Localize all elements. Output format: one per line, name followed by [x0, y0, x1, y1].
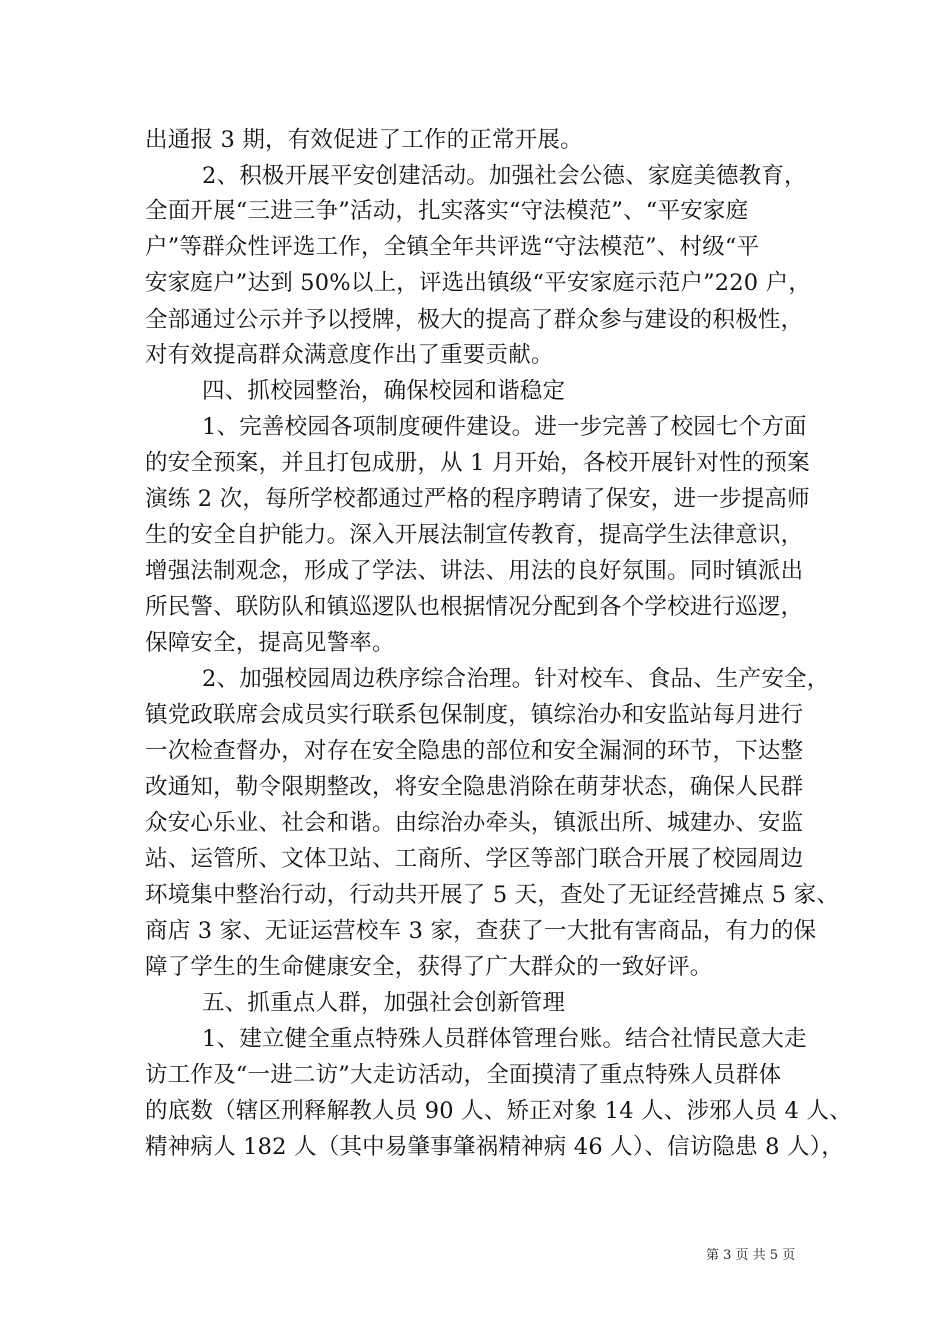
section-heading: 五、抓重点人群，加强社会创新管理: [202, 990, 566, 1016]
text-line: 出通报 3 期，有效促进了工作的正常开展。: [145, 127, 583, 153]
text-line: 安家庭户”达到 50%以上，评选出镇级“平安家庭示范户”220 户，: [145, 270, 812, 296]
text-line: 改通知，勒令限期整改，将安全隐患消除在萌芽状态，确保人民群: [145, 774, 804, 800]
text-line: 全面开展“三进三争”活动，扎实落实“守法模范”、“平安家庭: [145, 198, 749, 224]
text-line: 演练 2 次，每所学校都通过严格的程序聘请了保安，进一步提高师: [145, 486, 810, 512]
text-line: 2、加强校园周边秩序综合治理。针对校车、食品、生产安全，: [202, 666, 830, 692]
text-line: 2、积极开展平安创建活动。加强社会公德、家庭美德教育，: [202, 163, 807, 189]
text-line: 户”等群众性评选工作，全镇全年共评选“守法模范”、村级“平: [145, 234, 760, 260]
text-line: 障了学生的生命健康安全，获得了广大群众的一致好评。: [145, 954, 713, 980]
text-line: 环境集中整治行动，行动共开展了 5 天，查处了无证经营摊点 5 家、: [145, 882, 840, 908]
text-line: 众安心乐业、社会和谐。由综治办牵头，镇派出所、城建办、安监: [145, 810, 804, 836]
text-line: 的底数（辖区刑释解教人员 90 人、矫正对象 14 人、涉邪人员 4 人、: [145, 1098, 852, 1124]
text-line: 保障安全，提高见警率。: [145, 630, 395, 656]
section-heading: 四、抓校园整治，确保校园和谐稳定: [202, 378, 566, 404]
text-line: 全部通过公示并予以授牌，极大的提高了群众参与建设的积极性，: [145, 307, 804, 333]
text-line: 站、运管所、文体卫站、工商所、学区等部门联合开展了校园周边: [145, 846, 804, 872]
text-line: 一次检查督办，对存在安全隐患的部位和安全漏洞的环节，下达整: [145, 738, 804, 764]
text-line: 对有效提高群众满意度作出了重要贡献。: [145, 342, 554, 368]
page-number: 第 3 页 共 5 页: [706, 1248, 796, 1263]
text-line: 所民警、联防队和镇巡逻队也根据情况分配到各个学校进行巡逻，: [145, 594, 804, 620]
text-line: 镇党政联席会成员实行联系包保制度，镇综治办和安监站每月进行: [145, 702, 804, 728]
text-line: 增强法制观念，形成了学法、讲法、用法的良好氛围。同时镇派出: [145, 558, 804, 584]
text-line: 访工作及“一进二访”大走访活动，全面摸清了重点特殊人员群体: [145, 1062, 782, 1088]
text-line: 商店 3 家、无证运营校车 3 家，查获了一大批有害商品，有力的保: [145, 918, 817, 944]
text-line: 精神病人 182 人（其中易肇事肇祸精神病 46 人）、信访隐患 8 人），: [145, 1134, 844, 1160]
text-line: 生的安全自护能力。深入开展法制宣传教育，提高学生法律意识，: [145, 522, 804, 548]
text-line: 1、完善校园各项制度硬件建设。进一步完善了校园七个方面: [202, 414, 807, 440]
text-line: 1、建立健全重点特殊人员群体管理台账。结合社情民意大走: [202, 1026, 807, 1052]
text-line: 的安全预案，并且打包成册，从 1 月开始，各校开展针对性的预案: [145, 450, 810, 476]
